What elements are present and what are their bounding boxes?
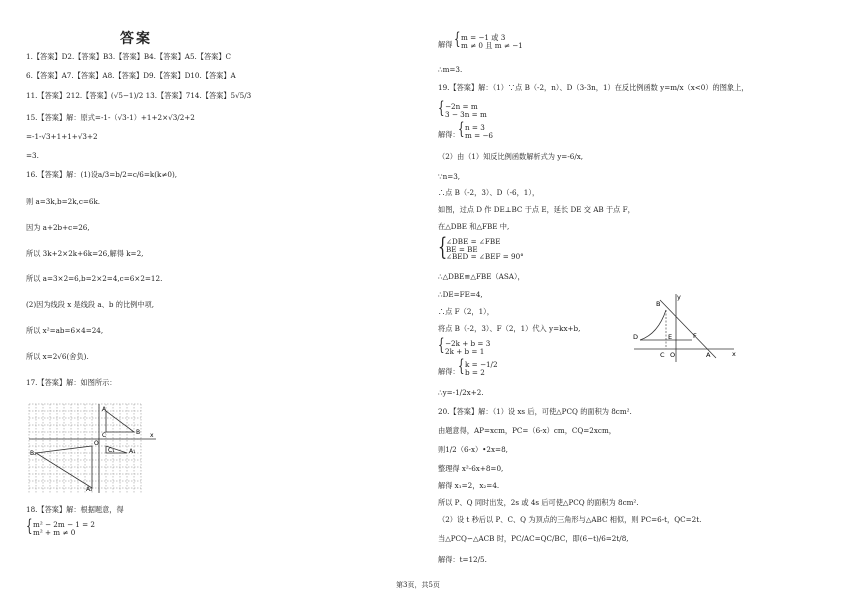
fig-label-F: F [693,332,697,340]
fig-label-y: y [677,293,681,301]
label-O: O [94,440,99,447]
page-footer: 第3页，共5页 [396,581,440,589]
q19-cond3: ∠BED = ∠BEF = 90° [446,252,524,262]
q19-sol1: n = 3 [465,123,485,132]
label-A: A [102,406,107,413]
q20-line5: 解得 x₁=2，x₂=4. [438,481,500,490]
q19-cond2: BE = BE [446,244,478,254]
q17-line1: 17.【答案】解：如图所示： [26,378,117,387]
q19-point-f: ∴点 F（2，1）， [438,307,494,316]
q20-line7: （2）设 t 秒后以 P、C、Q 为顶点的三角形与△ABC 相似，则 PC=6-t，QC=2t. [438,515,702,524]
q16-line6: (2)因为线段 x 是线段 a、b 的比例中项, [26,300,154,309]
q16-line5: 所以 a=3×2=6,b=2×2=4,c=6×2=12. [26,274,163,283]
q18-eq1: m² − 2m − 1 = 2 [33,520,96,529]
q19-line-points: ∴点 B（-2，3）、D（-6，1）， [438,188,540,197]
q19-line-part2: （2）由（1）知反比例函数解析式为 y=-6/x, [438,152,584,161]
q18-line1: 18.【答案】解：根据题意，得 [26,505,124,514]
q19-system4 [445,340,490,355]
fig-label-x: x [732,350,736,358]
q20-line8: 当△PCQ∽△ACB 时，PC/AC=QC/BC，即(6−t)/6=2t/8, [438,534,629,543]
q19-brace5: { [458,356,465,376]
fig-label-C: C [660,351,665,359]
q19-solve-label2: 解得： [438,367,460,376]
q17-grid-figure [26,401,166,496]
q18-solve-eq2: m ≠ 0 且 m ≠ −1 [461,40,523,50]
q19-line1: 19.【答案】解：（1）∵点 B（-2，n）、D（3-3n，1）在反比例函数 y=m/x（x<0）的图象上， [438,83,749,92]
q18-eq2: m² + m ≠ 0 [33,527,76,537]
q20-line3: 则1/2（6-x）•2x=8, [438,445,508,454]
q16-line3: 因为 a+2b+c=26, [26,223,90,232]
q19-brace2: { [458,119,465,139]
q18-brace: { [26,516,33,536]
label-B2: B₂ [30,450,37,457]
q19-b: b = 2 [465,367,485,377]
q19-eq1: −2n = m [445,102,478,111]
q18-solve-brace: { [454,29,461,49]
q19-line-n: ∵n=3, [438,172,461,181]
q18-result: ∴m=3. [438,65,463,74]
q19-result: ∴y=-1/2x+2. [438,388,484,397]
q20-line9: 解得：t=12/5. [438,555,487,564]
q19-brace4: { [438,335,445,355]
q16-line2: 则 a=3k,b=2k,c=6k. [26,197,101,206]
q19-system1 [445,103,487,118]
answers-6-10: 6.【答案】A7.【答案】A8.【答案】D9.【答案】D10.【答案】A [26,71,236,80]
q19-k: k = −1/2 [465,360,498,369]
q18-solve-system [461,34,523,49]
q19-system3 [446,238,524,261]
answers-1-5: 1.【答案】D2.【答案】B3.【答案】B4.【答案】A5.【答案】C [26,52,232,61]
q19-line-triangles: 在△DBE 和△FBE 中, [438,222,510,231]
q16-line7: 所以 x²=ab=6×4=24, [26,326,104,335]
q19-congruent: ∴△DBE≌△FBE（ASA）， [438,272,525,281]
label-B: B [136,429,141,436]
q19-de-fe: ∴DE=FE=4, [438,290,483,299]
q15-line1: 15.【答案】解：原式=-1-（√3-1）+1+2×√3/2+2 [26,113,195,122]
page-title: 答案 [120,31,152,47]
q19-brace1: { [438,98,445,118]
q16-line8: 所以 x=2√6(舍负). [26,352,89,361]
q16-line4: 所以 3k+2×2k+6k=26,解得 k=2, [26,249,144,258]
fig-label-E: E [668,333,673,341]
q19-substitute: 将点 B（-2，3）、F（2，1）代入 y=kx+b, [438,324,581,333]
q15-line3: =3. [26,151,39,160]
q19-cond1: ∠DBE = ∠FBE [446,237,501,246]
answers-11-14: 11.【答案】212.【答案】(√5−1)/2 13.【答案】714.【答案】5√5/3 [26,91,252,100]
q19-solve-label: 解得： [438,130,460,139]
q20-line2: 由题意得，AP=xcm，PC=（6-x）cm，CQ=2xcm， [438,426,616,435]
label-x: x [150,432,154,439]
q19-system5 [465,361,498,376]
hyperbola-curve [640,310,666,340]
q15-line2: =-1-√3+1+1+√3+2 [26,132,98,141]
label-C: C [102,432,107,439]
q19-system2 [465,124,493,139]
q18-solve-eq1: m = −1 或 3 [461,33,506,42]
fig-label-D: D [633,333,639,341]
q20-line1: 20.【答案】解：（1）设 xs 后，可使△PCQ 的面积为 8cm². [438,407,632,416]
q19-brace3: { [438,233,448,261]
q19-figure [630,292,740,364]
q19-lin1: −2k + b = 3 [445,339,491,348]
q19-sol2: m = −6 [465,130,494,140]
fig-label-O: O [670,351,676,359]
q19-lin2: 2k + b = 1 [445,346,485,356]
label-A2: A₂ [86,486,93,493]
fig-label-B: B [656,300,661,308]
q20-line4: 整理得 x²-6x+8=0, [438,464,504,473]
fig-label-A: A [706,351,711,359]
q20-line6: 所以 P、Q 同时出发，2s 或 4s 后可使△PCQ 的面积为 8cm². [438,498,639,507]
q18-solve-label: 解得 [438,40,453,49]
label-C1: C₁ [108,447,115,454]
q16-line1: 16.【答案】解：(1)设a/3=b/2=c/6=k(k≠0), [26,170,178,179]
label-A1: A₁ [129,448,136,455]
q19-line-construct: 如图，过点 D 作 DE⊥BC 于点 E，延长 DE 交 AB 于点 F， [438,205,635,214]
q19-eq2: 3 − 3n = m [445,109,487,119]
q18-system [33,521,95,536]
